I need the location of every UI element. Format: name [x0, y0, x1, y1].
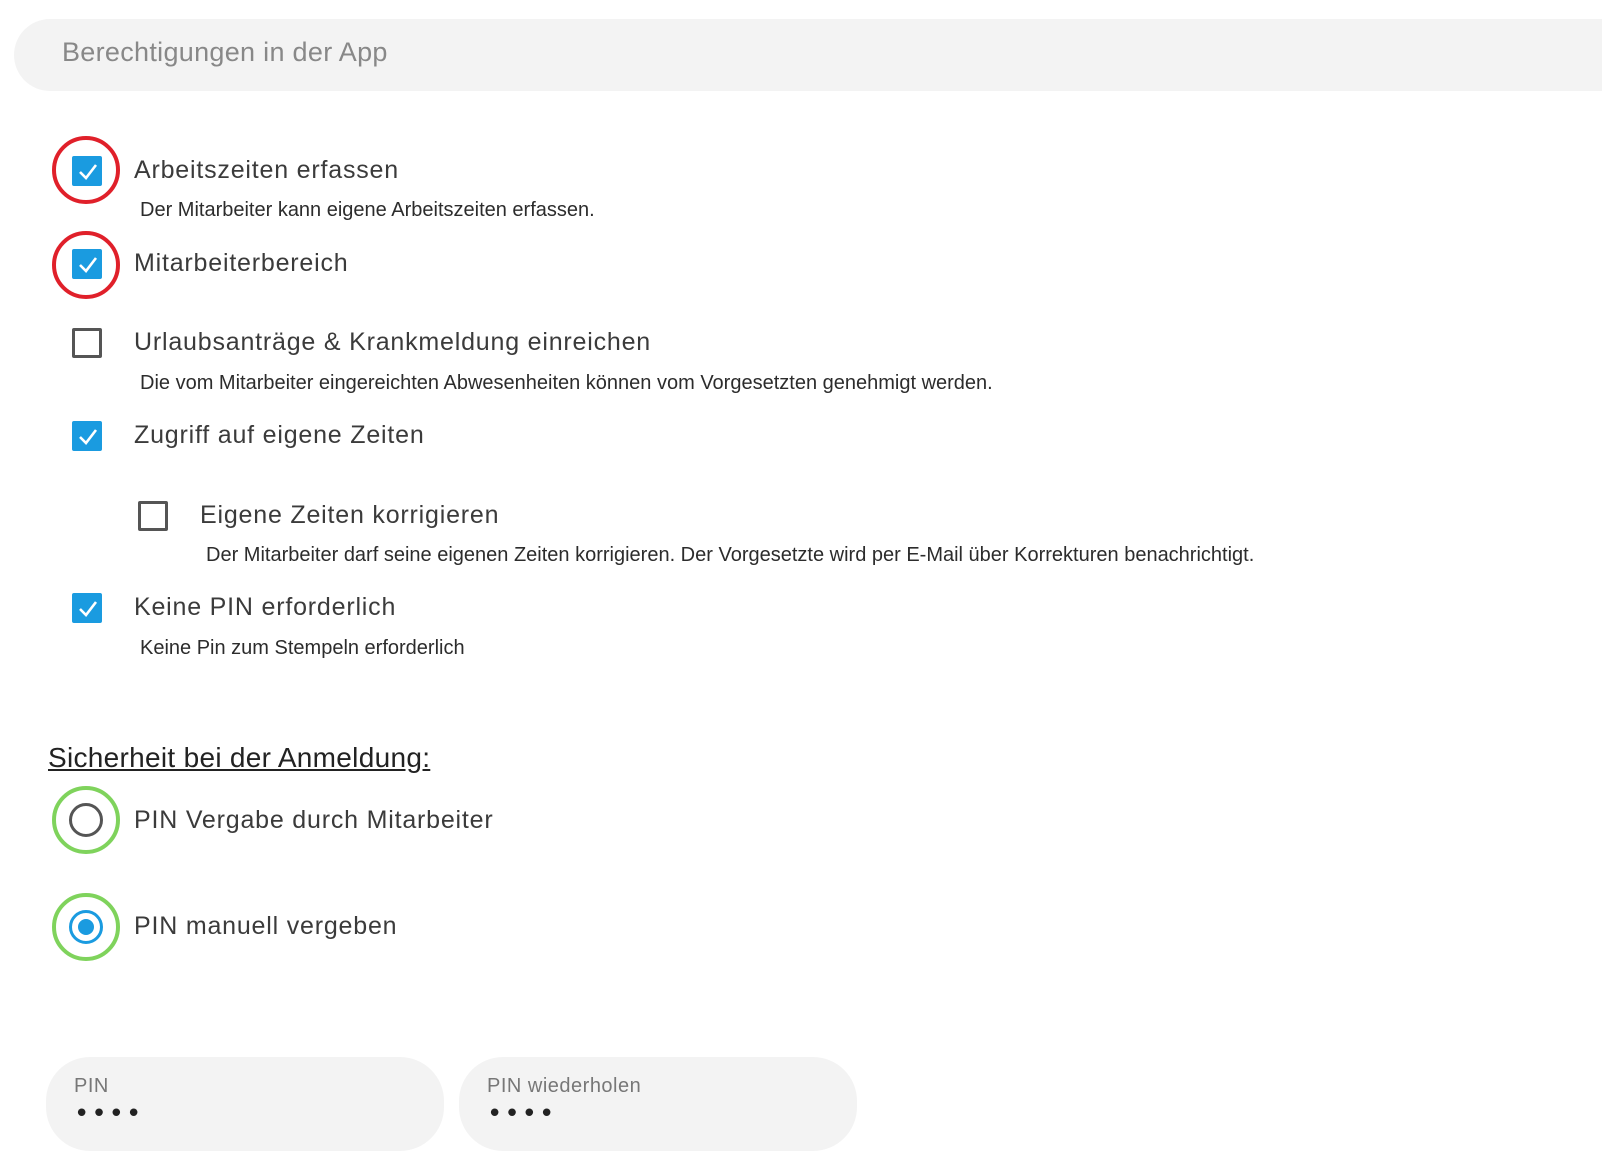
permission-description: Die vom Mitarbeiter eingereichten Abwesenheiten können vom Vorgesetzten genehmigt werden. [140, 372, 993, 394]
pin-repeat-input[interactable]: •••• [487, 1099, 557, 1129]
page-title: Berechtigungen in der App [62, 37, 388, 67]
radio-pin-manual[interactable] [69, 910, 103, 944]
permission-label[interactable]: Arbeitszeiten erfassen [134, 156, 399, 184]
pin-field[interactable] [46, 1057, 444, 1151]
checkbox-eigene-zeiten-korrigieren[interactable] [138, 501, 168, 531]
permission-description: Der Mitarbeiter darf seine eigenen Zeiten korrigieren. Der Vorgesetzte wird per E-Mail über Korrekturen benachrichtigt. [206, 544, 1255, 566]
radio-label[interactable]: PIN manuell vergeben [134, 912, 398, 940]
checkmark-icon [77, 162, 99, 182]
checkmark-icon [77, 599, 99, 619]
permission-label[interactable]: Eigene Zeiten korrigieren [200, 501, 500, 529]
checkbox-keine-pin[interactable] [72, 593, 102, 623]
permission-description: Der Mitarbeiter kann eigene Arbeitszeiten erfassen. [140, 199, 595, 221]
checkbox-zugriff-eigene-zeiten[interactable] [72, 421, 102, 451]
radio-dot [78, 919, 94, 935]
radio-label[interactable]: PIN Vergabe durch Mitarbeiter [134, 806, 494, 834]
pin-field-label: PIN [74, 1075, 109, 1097]
checkmark-icon [77, 255, 99, 275]
checkmark-icon [77, 427, 99, 447]
section-header [14, 19, 1602, 91]
radio-pin-by-employee[interactable] [69, 803, 103, 837]
pin-repeat-field-label: PIN wiederholen [487, 1075, 642, 1097]
permission-description: Keine Pin zum Stempeln erforderlich [140, 637, 465, 659]
permission-label[interactable]: Urlaubsanträge & Krankmeldung einreichen [134, 328, 652, 356]
checkbox-mitarbeiterbereich[interactable] [72, 249, 102, 279]
checkbox-urlaubsantraege[interactable] [72, 328, 102, 358]
pin-repeat-field[interactable] [459, 1057, 857, 1151]
permission-label[interactable]: Zugriff auf eigene Zeiten [134, 421, 425, 449]
pin-input[interactable]: •••• [74, 1099, 144, 1129]
checkbox-arbeitszeiten-erfassen[interactable] [72, 156, 102, 186]
permission-label[interactable]: Mitarbeiterbereich [134, 249, 349, 277]
permission-label[interactable]: Keine PIN erforderlich [134, 593, 397, 621]
security-section-title: Sicherheit bei der Anmeldung: [48, 742, 431, 773]
